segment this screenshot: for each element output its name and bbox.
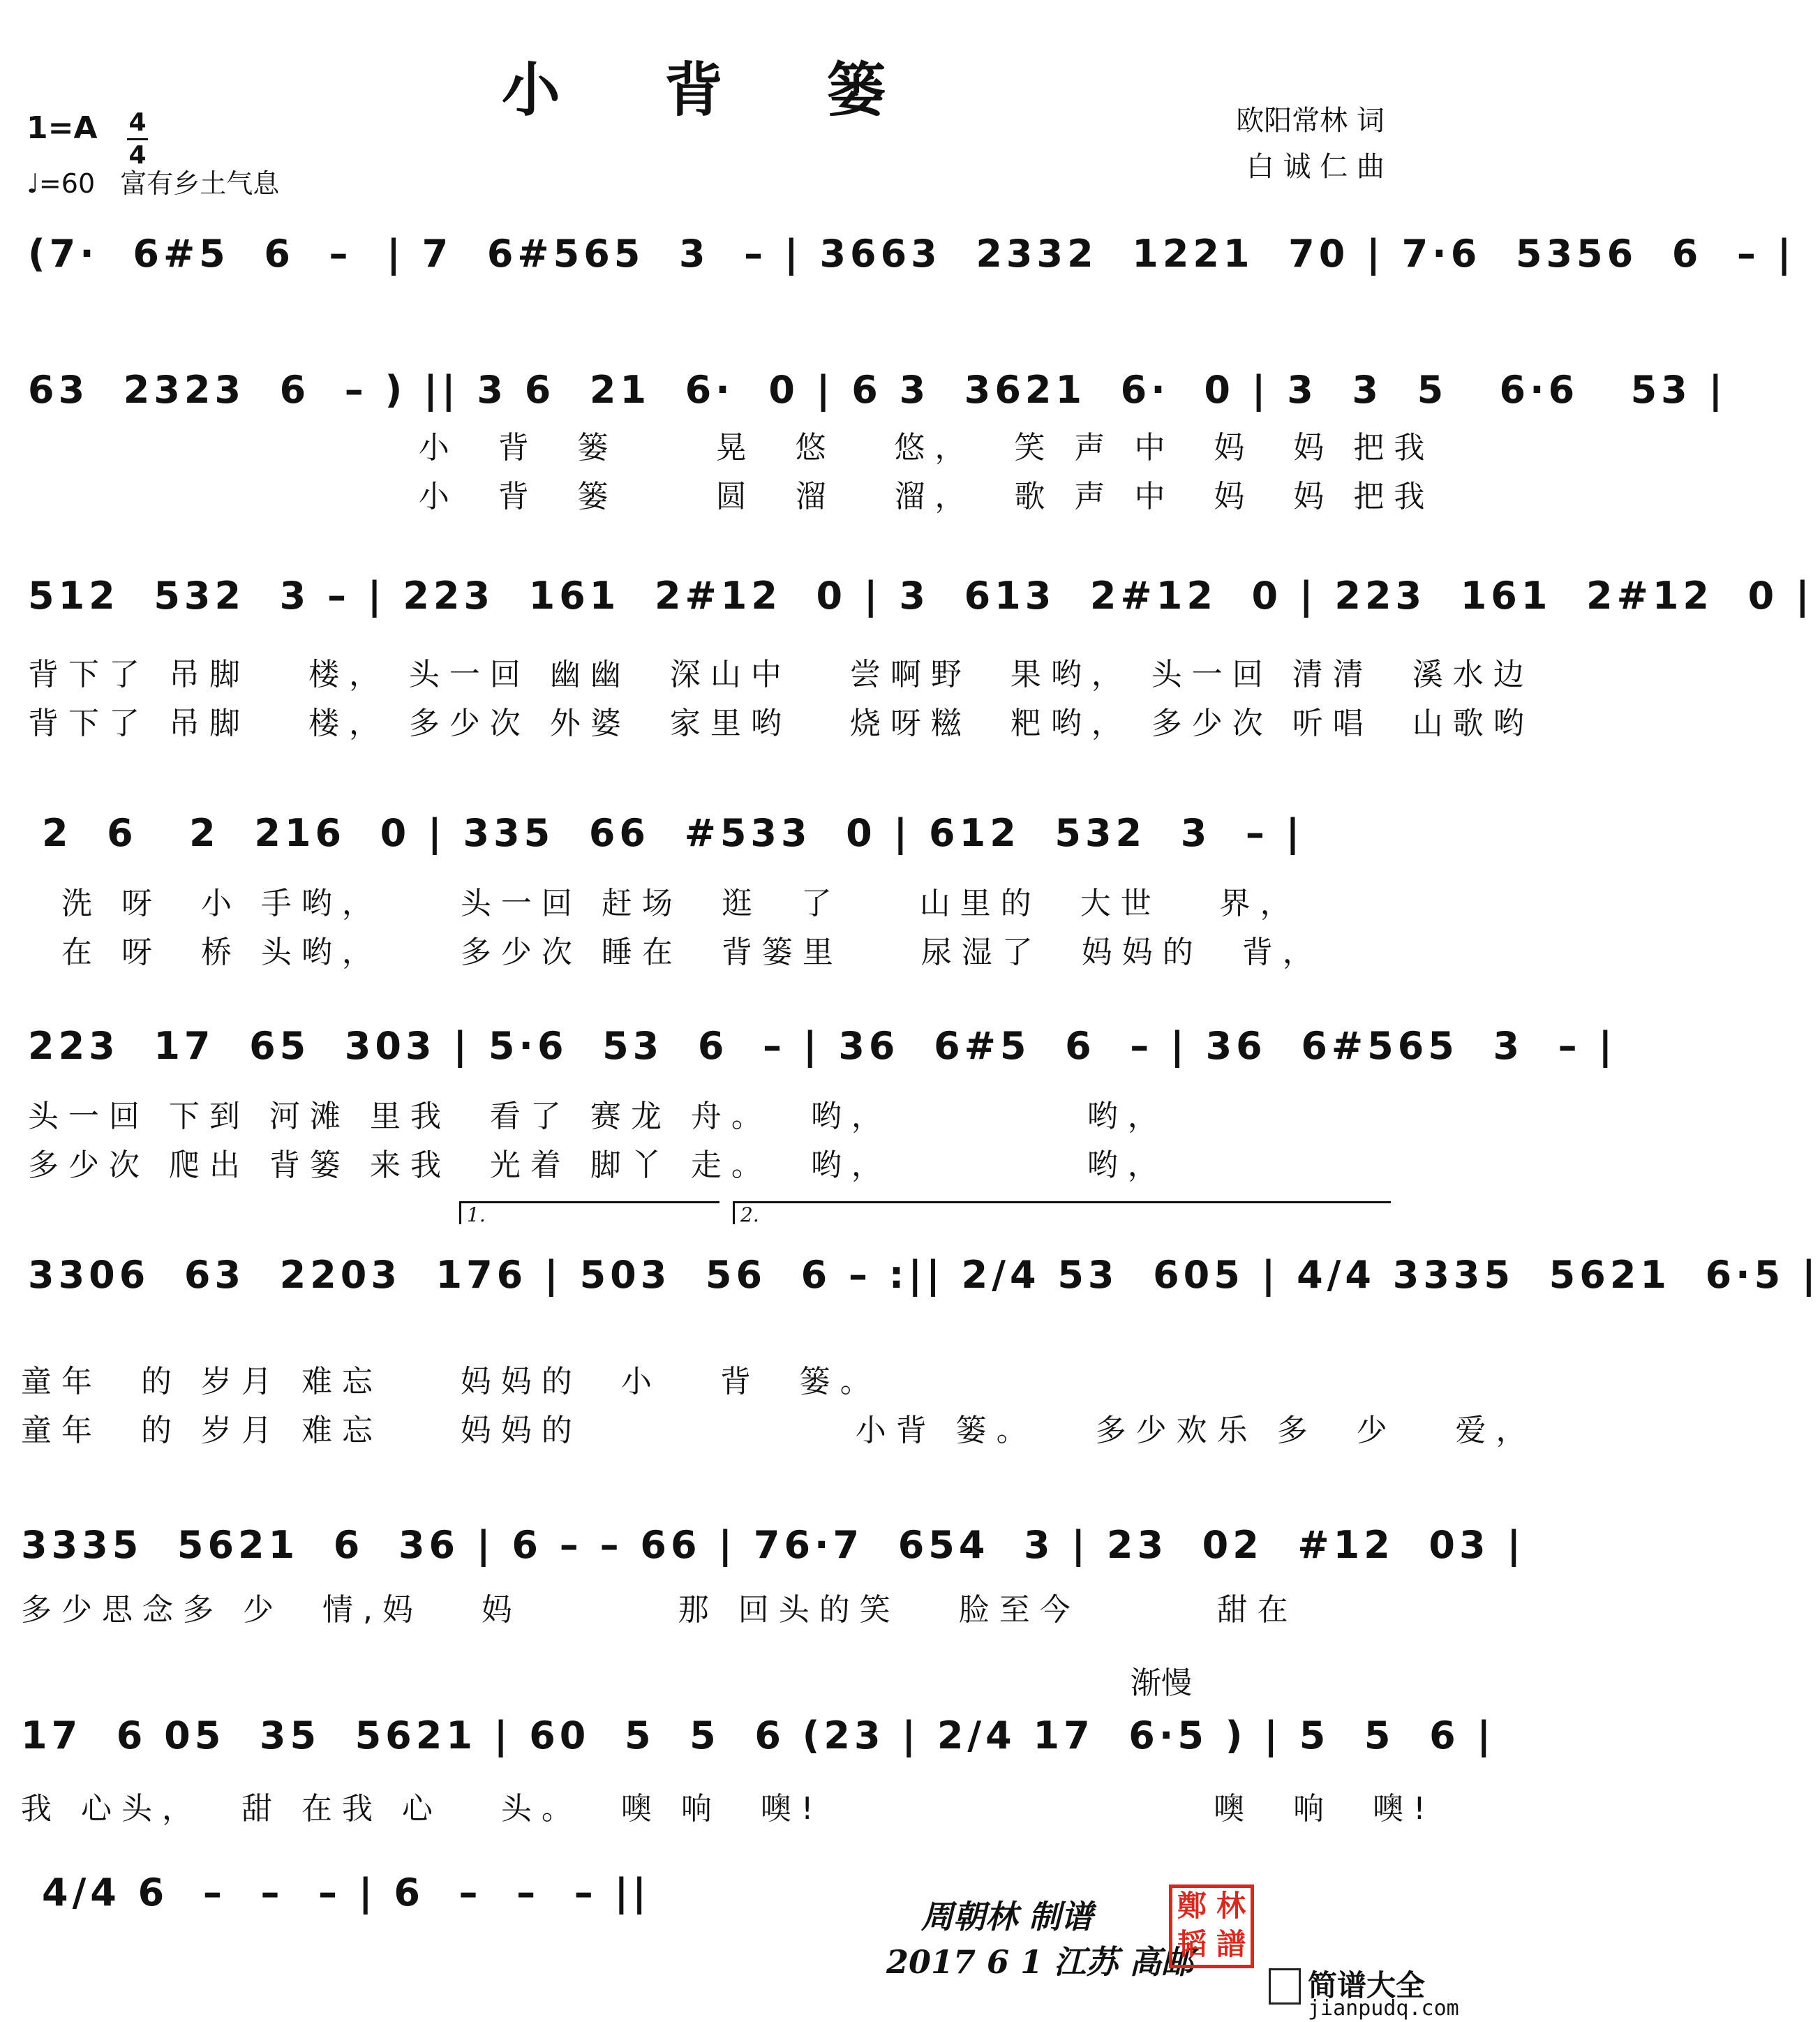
artist-seal-stamp [1169, 1885, 1254, 1968]
system-3-lyrics-verse-1: 背下了 吊脚 楼， 头一回 幽幽 深山中 尝啊野 果哟， 头一回 清清 溪水边 [28, 657, 1534, 692]
composer-credit: 白 诚 仁 曲 [1246, 151, 1385, 183]
system-4-notes: 2 6 2 216 0 | 335 66 #533 0 | 612 532 3 – | [42, 811, 1304, 855]
volta-bracket-1 [459, 1201, 719, 1224]
watermark-title: 简谱大全 [1308, 1968, 1426, 2002]
system-8-notes: 17 6 05 35 5621 | 60 5 5 6 (23 | 2/4 17 6·5 ) | 5 5 6 | [21, 1714, 1495, 1757]
time-signature [127, 109, 148, 170]
ritardando-marking: 渐慢 [1131, 1665, 1192, 1701]
credits [1236, 98, 1385, 190]
tempo-value: ♩=60 [27, 168, 96, 199]
system-1-notes: (7· 6#5 6 – | 7 6#565 3 – | 3663 2332 1221 70 | 7·6 5356 6 – | [28, 232, 1796, 276]
system-9-notes: 4/4 6 – – – | 6 – – – || [42, 1871, 650, 1915]
system-6-lyrics-verse-1: 童年 的 岁月 难忘 妈妈的 小 背 篓。 [21, 1364, 881, 1399]
expression-marking: 富有乡土气息 [120, 168, 280, 199]
system-4-lyrics-verse-2: 在 呀 桥 头哟， 多少次 睡在 背篓里 尿湿了 妈妈的 背， [42, 935, 1323, 970]
arranger-credit: 周朝林 制谱 [921, 1898, 1094, 1935]
volta-bracket-2 [733, 1201, 1391, 1224]
system-5-notes: 223 17 65 303 | 5·6 53 6 – | 36 6#5 6 – | 36 6#565 3 – | [28, 1024, 1617, 1068]
seal-char-4: 譜 [1216, 1927, 1246, 1961]
seal-char-1: 鄭 [1177, 1889, 1207, 1923]
seal-char-3: 韬 [1177, 1927, 1207, 1961]
arrangement-date-place: 2017 6 1 江苏 高邮 [886, 1943, 1194, 1981]
system-3-lyrics-verse-2: 背下了 吊脚 楼， 多少次 外婆 家里哟 烧呀糍 粑哟， 多少次 听唱 山歌哟 [28, 706, 1534, 741]
system-5-lyrics-verse-2: 多少次 爬出 背篓 来我 光着 脚丫 走。 哟， 哟， [28, 1147, 1168, 1183]
page-title: 小 背 篓 [501, 55, 928, 124]
tempo-marking [27, 162, 279, 200]
system-2-lyrics-verse-1: 小 背 篓 晃 悠 悠， 笑 声 中 妈 妈 把我 [28, 430, 1435, 466]
key-signature: 1=A [27, 110, 98, 146]
piano-keys-icon [1269, 1968, 1301, 2005]
system-6-notes: 3306 63 2203 176 | 503 56 6 – :|| 2/4 53 605 | 4/4 3335 5621 6·5 | [28, 1253, 1820, 1297]
system-3-notes: 512 532 3 – | 223 161 2#12 0 | 3 613 2#12 0 | 223 161 2#12 0 | [28, 574, 1814, 618]
system-7-lyrics-verse-1: 多少思念多 少 情,妈 妈 那 回头的笑 脸至今 甜在 [21, 1592, 1298, 1628]
watermark-url: jianpudq.com [1308, 1996, 1459, 2021]
system-6-lyrics-verse-2: 童年 的 岁月 难忘 妈妈的 小背 篓。 多少欢乐 多 少 爱， [21, 1413, 1537, 1448]
system-4-lyrics-verse-1: 洗 呀 小 手哟， 头一回 赶场 逛 了 山里的 大世 界， [42, 886, 1301, 921]
system-8-lyrics-verse-1: 我 心头， 甜 在我 心 头。 噢 响 噢! 噢 响 噢! [21, 1791, 1435, 1827]
seal-char-2: 林 [1216, 1889, 1246, 1923]
system-2-notes: 63 2323 6 – ) || 3 6 21 6· 0 | 6 3 3621 6· 0 | 3 3 5 6·6 53 | [28, 368, 1727, 412]
system-5-lyrics-verse-1: 头一回 下到 河滩 里我 看了 赛龙 舟。 哟， 哟， [28, 1099, 1168, 1134]
system-2-lyrics-verse-2: 小 背 篓 圆 溜 溜， 歌 声 中 妈 妈 把我 [28, 479, 1435, 514]
lyricist-credit: 欧阳常林 词 [1236, 105, 1385, 137]
volta-1-label: 1. [467, 1203, 486, 1226]
volta-2-label: 2. [740, 1203, 759, 1226]
time-signature-bottom: 4 [128, 141, 147, 170]
time-signature-divider [127, 138, 148, 140]
system-7-notes: 3335 5621 6 36 | 6 – – 66 | 76·7 654 3 | 23 02 #12 03 | [21, 1523, 1526, 1567]
time-signature-top: 4 [128, 108, 147, 137]
